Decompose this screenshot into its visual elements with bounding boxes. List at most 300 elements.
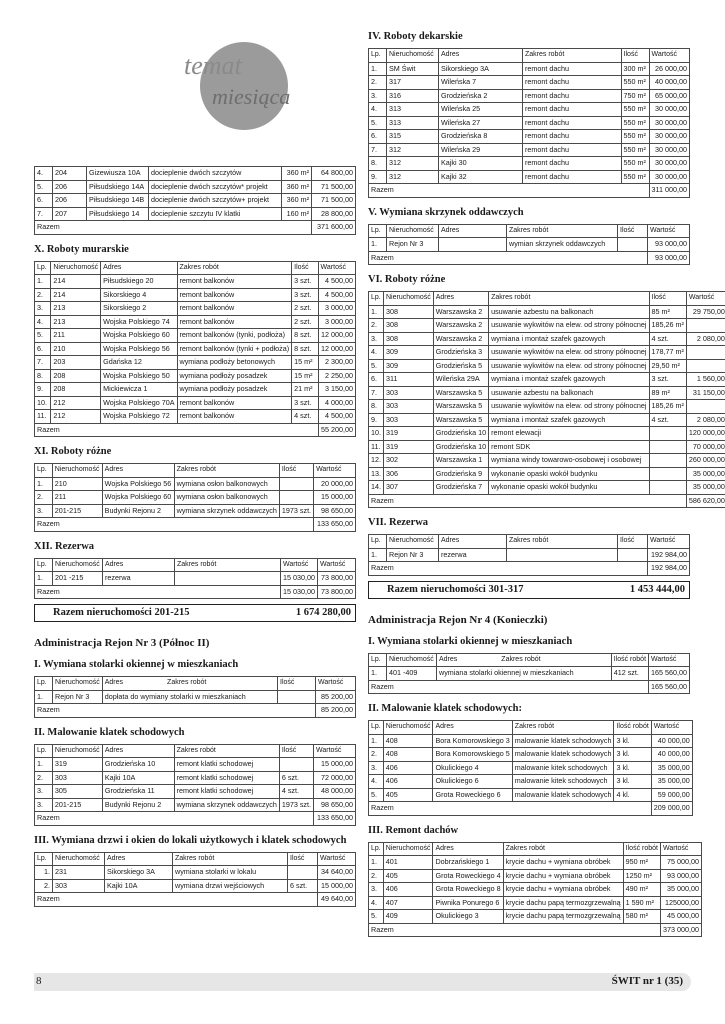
magazine-issue: ŚWIT nr 1 (35) bbox=[611, 975, 683, 987]
table-cell: 308 bbox=[384, 305, 434, 319]
column-header: Lp. bbox=[369, 653, 387, 667]
table-cell: 8. bbox=[35, 369, 51, 383]
total-row bbox=[369, 184, 690, 198]
total-value: 209 000,00 bbox=[651, 802, 692, 816]
table-cell: docieplenie dwóch szczytów bbox=[149, 167, 282, 181]
total-row bbox=[35, 812, 356, 826]
logo-text-top: temat bbox=[184, 51, 242, 80]
table-cell: Piwnika Ponurego 6 bbox=[433, 896, 503, 910]
table-cell: 185,26 m² bbox=[649, 400, 686, 414]
table-cell: 4. bbox=[369, 103, 387, 117]
temat-miesiaca-logo bbox=[34, 34, 356, 166]
table-cell: docieplenie dwóch szczytów* projekt bbox=[149, 180, 282, 194]
table-row bbox=[35, 866, 356, 880]
table-cell: 2 szt. bbox=[292, 315, 318, 329]
table-cell: remont dachu bbox=[523, 130, 622, 144]
table-cell: remont balkonów bbox=[177, 302, 292, 316]
table-row bbox=[369, 319, 725, 333]
total-row bbox=[369, 251, 690, 265]
table-cell: malowanie klatek schodowych bbox=[512, 734, 614, 748]
table-row bbox=[369, 869, 702, 883]
table-cell: 7. bbox=[35, 356, 51, 370]
table-cell: Wileńska 29 bbox=[439, 143, 523, 157]
column-header: Ilość robót bbox=[611, 653, 648, 667]
table-roboty-rozne-xi bbox=[34, 463, 356, 532]
table-cell: docieplenie szczytu IV klatki bbox=[149, 207, 282, 221]
table-cell: 8 szt. bbox=[292, 342, 318, 356]
column-header: Ilość bbox=[279, 464, 313, 478]
table-cell: 3 szt. bbox=[292, 288, 318, 302]
table-row bbox=[35, 572, 356, 586]
table-row bbox=[35, 690, 356, 704]
table-cell: 309 bbox=[384, 359, 434, 373]
table-cell: 85 m² bbox=[649, 305, 686, 319]
column-header: Zakres robót bbox=[177, 261, 292, 275]
table-cell: 580 m² bbox=[623, 910, 660, 924]
table-row bbox=[369, 548, 690, 562]
table-cell: usuwanie wykwitów na elew. od strony północnej bbox=[489, 400, 649, 414]
total-value: 373 000,00 bbox=[660, 923, 701, 937]
table-cell: Wileńska 27 bbox=[439, 116, 523, 130]
table-cell: 5. bbox=[369, 788, 384, 802]
total-row bbox=[369, 802, 693, 816]
table-row bbox=[369, 883, 702, 897]
table-cell: 550 m² bbox=[621, 130, 649, 144]
table-cell: Mickiewicza 1 bbox=[101, 383, 177, 397]
table-cell: 31 150,00 bbox=[686, 386, 725, 400]
table-cell: remont balkonów (tynki, podłoża) bbox=[177, 329, 292, 343]
table-cell: 3. bbox=[369, 761, 384, 775]
total-label: Razem bbox=[369, 494, 687, 508]
table-cell: 15 m² bbox=[292, 356, 318, 370]
table-skrzynki bbox=[368, 224, 690, 266]
table-row bbox=[369, 116, 690, 130]
grand-total-box bbox=[368, 581, 690, 599]
total-label: Razem bbox=[35, 812, 314, 826]
table-row bbox=[369, 440, 725, 454]
section-title: I. Wymiana stolarki okiennej w mieszkaniach bbox=[34, 659, 239, 670]
table-cell: 211 bbox=[52, 491, 102, 505]
column-header: Wartość bbox=[316, 677, 356, 691]
table-cell: 4 500,00 bbox=[318, 275, 355, 289]
table-header-row bbox=[35, 558, 356, 572]
table-cell: 550 m² bbox=[621, 116, 649, 130]
column-header: Ilość bbox=[292, 261, 318, 275]
table-cell: krycie dachu + wymiana obróbek bbox=[503, 869, 623, 883]
table-cell: 3. bbox=[35, 504, 53, 518]
table-cell: 3. bbox=[369, 332, 384, 346]
total-label: Razem bbox=[369, 562, 648, 576]
table-cell: 312 bbox=[387, 143, 439, 157]
table-cell: 313 bbox=[387, 103, 439, 117]
column-header: Ilość bbox=[649, 292, 686, 306]
table-cell: 10. bbox=[369, 427, 384, 441]
table-cell: Warszawska 1 bbox=[433, 454, 488, 468]
table-cell: Sikorskiego 4 bbox=[101, 288, 177, 302]
table-cell: 211 bbox=[51, 329, 101, 343]
table-cell: 5. bbox=[369, 910, 384, 924]
table-cell: remont balkonów bbox=[177, 410, 292, 424]
total-row bbox=[35, 704, 356, 718]
table-row bbox=[369, 170, 690, 184]
table-cell: 5. bbox=[35, 180, 53, 194]
table-row bbox=[35, 477, 356, 491]
table-cell: 303 bbox=[384, 386, 434, 400]
table-cell: Kajki 10A bbox=[105, 879, 173, 893]
table-cell: 1. bbox=[369, 305, 384, 319]
table-cell: 550 m² bbox=[621, 157, 649, 171]
table-cell: wymiana skrzynek oddawczych bbox=[174, 798, 279, 812]
grand-total-value: 1 453 444,00 bbox=[629, 583, 685, 595]
table-cell: 3 kl. bbox=[614, 748, 651, 762]
table-cell: 300 m² bbox=[621, 62, 649, 76]
table-cell: 201 -215 bbox=[53, 572, 103, 586]
table-cell: 6 szt. bbox=[279, 771, 313, 785]
table-cell: Gdańska 12 bbox=[101, 356, 177, 370]
admin-heading: Administracja Rejon Nr 4 (Konieczki) bbox=[368, 613, 548, 626]
table-row bbox=[35, 342, 356, 356]
table-cell: Wojska Polskiego 56 bbox=[102, 477, 174, 491]
table-cell: Wojska Polskiego 56 bbox=[101, 342, 177, 356]
table-cell: 1. bbox=[35, 275, 51, 289]
table-cell: 550 m² bbox=[621, 170, 649, 184]
table-cell: Warszawska 2 bbox=[433, 332, 488, 346]
table-cell: 3 szt. bbox=[649, 373, 686, 387]
table-cell: 3. bbox=[35, 798, 53, 812]
table-cell: 208 bbox=[51, 369, 101, 383]
table-admin4-stolarka bbox=[368, 653, 690, 695]
table-cell bbox=[686, 319, 725, 333]
table-cell: 7. bbox=[369, 143, 387, 157]
table-cell: Grota Roweckiego 4 bbox=[433, 869, 503, 883]
column-header: Ilość bbox=[279, 744, 313, 758]
table-cell: 207 bbox=[53, 207, 87, 221]
table-cell: remont klatki schodowej bbox=[174, 771, 279, 785]
table-cell: 35 000,00 bbox=[686, 467, 725, 481]
table-cell: 308 bbox=[384, 319, 434, 333]
table-cell: 1. bbox=[369, 734, 384, 748]
table-cell: 5. bbox=[369, 116, 387, 130]
table-cell: Grodzieńska 3 bbox=[433, 346, 488, 360]
table-cell: 4 szt. bbox=[649, 413, 686, 427]
table-cell: 85 200,00 bbox=[316, 690, 356, 704]
table-cell: 1. bbox=[369, 667, 387, 681]
column-header: Wartość bbox=[314, 464, 356, 478]
table-cell: 2 szt. bbox=[292, 302, 318, 316]
table-cell bbox=[278, 690, 316, 704]
table-cell: remont dachu bbox=[523, 76, 622, 90]
column-header: Zakres robót bbox=[523, 49, 622, 63]
table-cell: 40 000,00 bbox=[649, 76, 689, 90]
table-cell: 120 000,00 bbox=[686, 427, 725, 441]
logo-text-bottom: miesiąca bbox=[212, 84, 291, 109]
column-header: Ilość bbox=[278, 677, 316, 691]
table-cell: 48 000,00 bbox=[314, 785, 356, 799]
table-cell: Warszawska 2 bbox=[433, 319, 488, 333]
table-cell: 15 000,00 bbox=[318, 879, 356, 893]
table-cell: 302 bbox=[384, 454, 434, 468]
table-row bbox=[369, 130, 690, 144]
table-cell: 1. bbox=[35, 866, 53, 880]
table-row bbox=[35, 180, 356, 194]
column-header: Wartość bbox=[651, 721, 692, 735]
table-cell: wymiana podłoży posadzek bbox=[177, 369, 292, 383]
table-cell: 406 bbox=[383, 775, 433, 789]
table-cell bbox=[649, 454, 686, 468]
column-header: Ilość bbox=[618, 224, 648, 238]
table-cell: 412 szt. bbox=[611, 667, 648, 681]
table-cell: wymiana i montaż szafek gazowych bbox=[489, 413, 649, 427]
table-header-row bbox=[369, 49, 690, 63]
column-header: Nieruchomość bbox=[52, 464, 102, 478]
table-cell: usuwanie azbestu na balkonach bbox=[489, 386, 649, 400]
table-cell: 45 000,00 bbox=[660, 910, 701, 924]
table-cell: 26 000,00 bbox=[649, 62, 689, 76]
column-header: Lp. bbox=[369, 842, 384, 856]
table-cell: Grodzieńska 9 bbox=[433, 467, 488, 481]
table-cell: 59 000,00 bbox=[651, 788, 692, 802]
column-header: Ilość robót bbox=[623, 842, 660, 856]
table-row bbox=[35, 491, 356, 505]
table-row bbox=[369, 454, 725, 468]
table-cell: 2 250,00 bbox=[318, 369, 355, 383]
table-row bbox=[369, 910, 702, 924]
right-column bbox=[368, 30, 725, 937]
table-cell: Grodzieńska 2 bbox=[439, 89, 523, 103]
column-header: Wartość bbox=[686, 292, 725, 306]
table-cell: wymiana i montaż szafek gazowych bbox=[489, 373, 649, 387]
total-value: 133 650,00 bbox=[314, 812, 356, 826]
column-header bbox=[102, 677, 277, 691]
table-cell: 360 m² bbox=[282, 194, 312, 208]
table-cell: 305 bbox=[52, 785, 102, 799]
column-header bbox=[437, 653, 612, 667]
table-row bbox=[369, 103, 690, 117]
table-cell: Gizewiusza 10A bbox=[87, 167, 149, 181]
table-cell: 1973 szt. bbox=[279, 798, 313, 812]
table-cell: usuwanie wykwitów na elew. od strony północnej bbox=[489, 346, 649, 360]
table-cell: Grodzieńska 10 bbox=[433, 427, 488, 441]
table-cell: 4 500,00 bbox=[318, 410, 355, 424]
table-cell: 30 000,00 bbox=[649, 143, 689, 157]
table-cell: Bora Komorowskiego 3 bbox=[433, 734, 512, 748]
column-header: Nieruchomość bbox=[53, 558, 103, 572]
table-cell: 40 000,00 bbox=[651, 734, 692, 748]
table-cell: 4 500,00 bbox=[318, 288, 355, 302]
table-row bbox=[35, 207, 356, 221]
table-cell: 15 m² bbox=[292, 369, 318, 383]
table-cell: 14. bbox=[369, 481, 384, 495]
table-cell: remont elewacji bbox=[489, 427, 649, 441]
total-value: 85 200,00 bbox=[316, 704, 356, 718]
table-cell: 6. bbox=[35, 194, 53, 208]
table-cell: 550 m² bbox=[621, 143, 649, 157]
table-cell: usuwanie azbestu na balkonach bbox=[489, 305, 649, 319]
table-cell: Okulickiego 3 bbox=[433, 910, 503, 924]
table-cell bbox=[618, 238, 648, 252]
table-cell: 2. bbox=[35, 771, 53, 785]
table-row bbox=[369, 481, 725, 495]
total-label: Razem bbox=[369, 251, 648, 265]
table-cell: 34 640,00 bbox=[318, 866, 356, 880]
column-header: Wartość bbox=[281, 558, 318, 572]
table-row bbox=[35, 785, 356, 799]
total-label: Razem bbox=[369, 680, 649, 694]
table-cell: Wojska Polskiego 50 bbox=[101, 369, 177, 383]
table-cell: 317 bbox=[387, 76, 439, 90]
table-row bbox=[35, 167, 356, 181]
table-row bbox=[369, 76, 690, 90]
column-header: Zakres robót bbox=[174, 744, 279, 758]
table-cell: 4. bbox=[369, 896, 384, 910]
table-cell: usuwanie wykwitów na elew. od strony północnej bbox=[489, 319, 649, 333]
table-row bbox=[35, 798, 356, 812]
table-cell: 750 m² bbox=[621, 89, 649, 103]
table-cell: 3. bbox=[369, 883, 384, 897]
table-row bbox=[369, 89, 690, 103]
total-row bbox=[35, 423, 356, 437]
column-header: Nieruchomość bbox=[383, 721, 433, 735]
table-cell: 9. bbox=[369, 413, 384, 427]
column-header: Wartość bbox=[318, 261, 355, 275]
section-title: III. Remont dachów bbox=[368, 824, 459, 836]
total-row bbox=[35, 585, 356, 599]
table-cell: 306 bbox=[384, 467, 434, 481]
column-header: Lp. bbox=[369, 49, 387, 63]
total-row bbox=[35, 893, 356, 907]
column-header: Zakres robót bbox=[507, 224, 618, 238]
table-row bbox=[369, 788, 693, 802]
table-cell: 15 000,00 bbox=[314, 491, 356, 505]
column-header-text: Adres bbox=[439, 655, 458, 663]
table-cell: 309 bbox=[384, 346, 434, 360]
table-cell: 3 szt. bbox=[292, 275, 318, 289]
table-cell: 401 -409 bbox=[387, 667, 437, 681]
table-cell: krycie dachu + wymiana obróbek bbox=[503, 883, 623, 897]
table-cell: krycie dachu papą termozgrzewalną bbox=[503, 910, 623, 924]
table-cell: remont dachu bbox=[523, 170, 622, 184]
table-row bbox=[35, 275, 356, 289]
table-row bbox=[35, 758, 356, 772]
table-cell bbox=[618, 548, 648, 562]
column-header: Zakres robót bbox=[503, 842, 623, 856]
table-cell: 93 000,00 bbox=[648, 238, 690, 252]
table-cell: 2. bbox=[35, 879, 53, 893]
table-cell: 30 000,00 bbox=[649, 116, 689, 130]
table-cell: wymiana osłon balkonowych bbox=[174, 491, 279, 505]
total-value: 93 000,00 bbox=[648, 251, 690, 265]
table-cell: Warszawska 5 bbox=[433, 400, 488, 414]
table-cell: 35 000,00 bbox=[651, 761, 692, 775]
table-cell: 30 000,00 bbox=[649, 157, 689, 171]
column-header: Nieruchomość bbox=[383, 842, 433, 856]
table-cell: 1. bbox=[369, 62, 387, 76]
column-header: Wartość bbox=[648, 224, 690, 238]
total-label: Razem bbox=[369, 923, 661, 937]
table-cell: remont dachu bbox=[523, 62, 622, 76]
table-cell: 13. bbox=[369, 467, 384, 481]
table-cell: 231 bbox=[53, 866, 105, 880]
table-cell: wymiana i montaż szafek gazowych bbox=[489, 332, 649, 346]
table-cell: remont dachu bbox=[523, 116, 622, 130]
table-row bbox=[369, 305, 725, 319]
table-cell: remont klatki schodowej bbox=[174, 785, 279, 799]
table-cell: 1. bbox=[35, 477, 53, 491]
table-cell bbox=[649, 440, 686, 454]
section-title: IV. Roboty dekarskie bbox=[368, 31, 463, 42]
table-row bbox=[369, 386, 725, 400]
total-value: 311 000,00 bbox=[649, 184, 689, 198]
table-cell: Okulickiego 6 bbox=[433, 775, 512, 789]
table-cell: krycie dachu papą termozgrzewalną bbox=[503, 896, 623, 910]
table-admin3-stolarka bbox=[34, 676, 356, 718]
section-title: II. Malowanie klatek schodowych: bbox=[368, 703, 523, 714]
table-cell: Wileńska 7 bbox=[439, 76, 523, 90]
column-header: Zakres robót bbox=[507, 535, 618, 549]
column-header: Lp. bbox=[35, 852, 53, 866]
table-cell: 210 bbox=[51, 342, 101, 356]
table-cell: Piłsudskiego 14 bbox=[87, 207, 149, 221]
table-row bbox=[369, 238, 690, 252]
total-value: 49 640,00 bbox=[318, 893, 356, 907]
table-row bbox=[369, 400, 725, 414]
table-cell: wymiana skrzynek oddawczych bbox=[174, 504, 279, 518]
total-value: 133 650,00 bbox=[314, 518, 356, 532]
table-header-row bbox=[35, 464, 356, 478]
section-title: III. Wymiana drzwi i okien do lokali użytkowych i klatek schodowych bbox=[34, 834, 347, 846]
table-cell: malowanie klatek schodowych bbox=[512, 788, 614, 802]
table-cell: 15 000,00 bbox=[314, 758, 356, 772]
table-row bbox=[35, 194, 356, 208]
table-cell: 3. bbox=[369, 89, 387, 103]
column-header: Adres bbox=[439, 49, 523, 63]
total-label: Razem bbox=[35, 704, 316, 718]
table-cell bbox=[686, 346, 725, 360]
table-cell: Grodzieńska 8 bbox=[439, 130, 523, 144]
column-header: Adres bbox=[439, 535, 507, 549]
table-cell: 1. bbox=[35, 690, 53, 704]
table-cell: rezerwa bbox=[439, 548, 507, 562]
table-cell: 2. bbox=[35, 491, 53, 505]
table-cell: 3 000,00 bbox=[318, 302, 355, 316]
table-cell: Sikorskiego 3A bbox=[439, 62, 523, 76]
column-header: Nieruchomość bbox=[387, 224, 439, 238]
table-cell: 1973 szt. bbox=[279, 504, 313, 518]
column-header: Ilość bbox=[618, 535, 648, 549]
column-header: Wartość bbox=[314, 744, 356, 758]
table-cell: 319 bbox=[384, 440, 434, 454]
table-cell: 401 bbox=[383, 856, 433, 870]
table-cell: Wojska Polskiego 70A bbox=[101, 396, 177, 410]
table-row bbox=[35, 369, 356, 383]
table-cell: Okulickiego 4 bbox=[433, 761, 512, 775]
table-cell: wymiana osłon balkonowych bbox=[174, 477, 279, 491]
table-cell: 201-215 bbox=[52, 504, 102, 518]
table-cell bbox=[279, 758, 313, 772]
table-cell: Kajki 30 bbox=[439, 157, 523, 171]
table-cell: 35 000,00 bbox=[686, 481, 725, 495]
table-cell: Rejon Nr 3 bbox=[53, 690, 103, 704]
table-cell: 2 080,00 bbox=[686, 413, 725, 427]
admin-heading: Administracja Rejon Nr 3 (Północ II) bbox=[34, 637, 210, 649]
column-header-text: Adres bbox=[104, 679, 124, 687]
table-cell: 3 kl. bbox=[614, 734, 651, 748]
table-cell: Piłsudskiego 20 bbox=[101, 275, 177, 289]
table-cell: 8. bbox=[369, 157, 387, 171]
table-row bbox=[369, 332, 725, 346]
table-rezerwa-vii bbox=[368, 534, 690, 576]
table-header-row bbox=[369, 224, 690, 238]
